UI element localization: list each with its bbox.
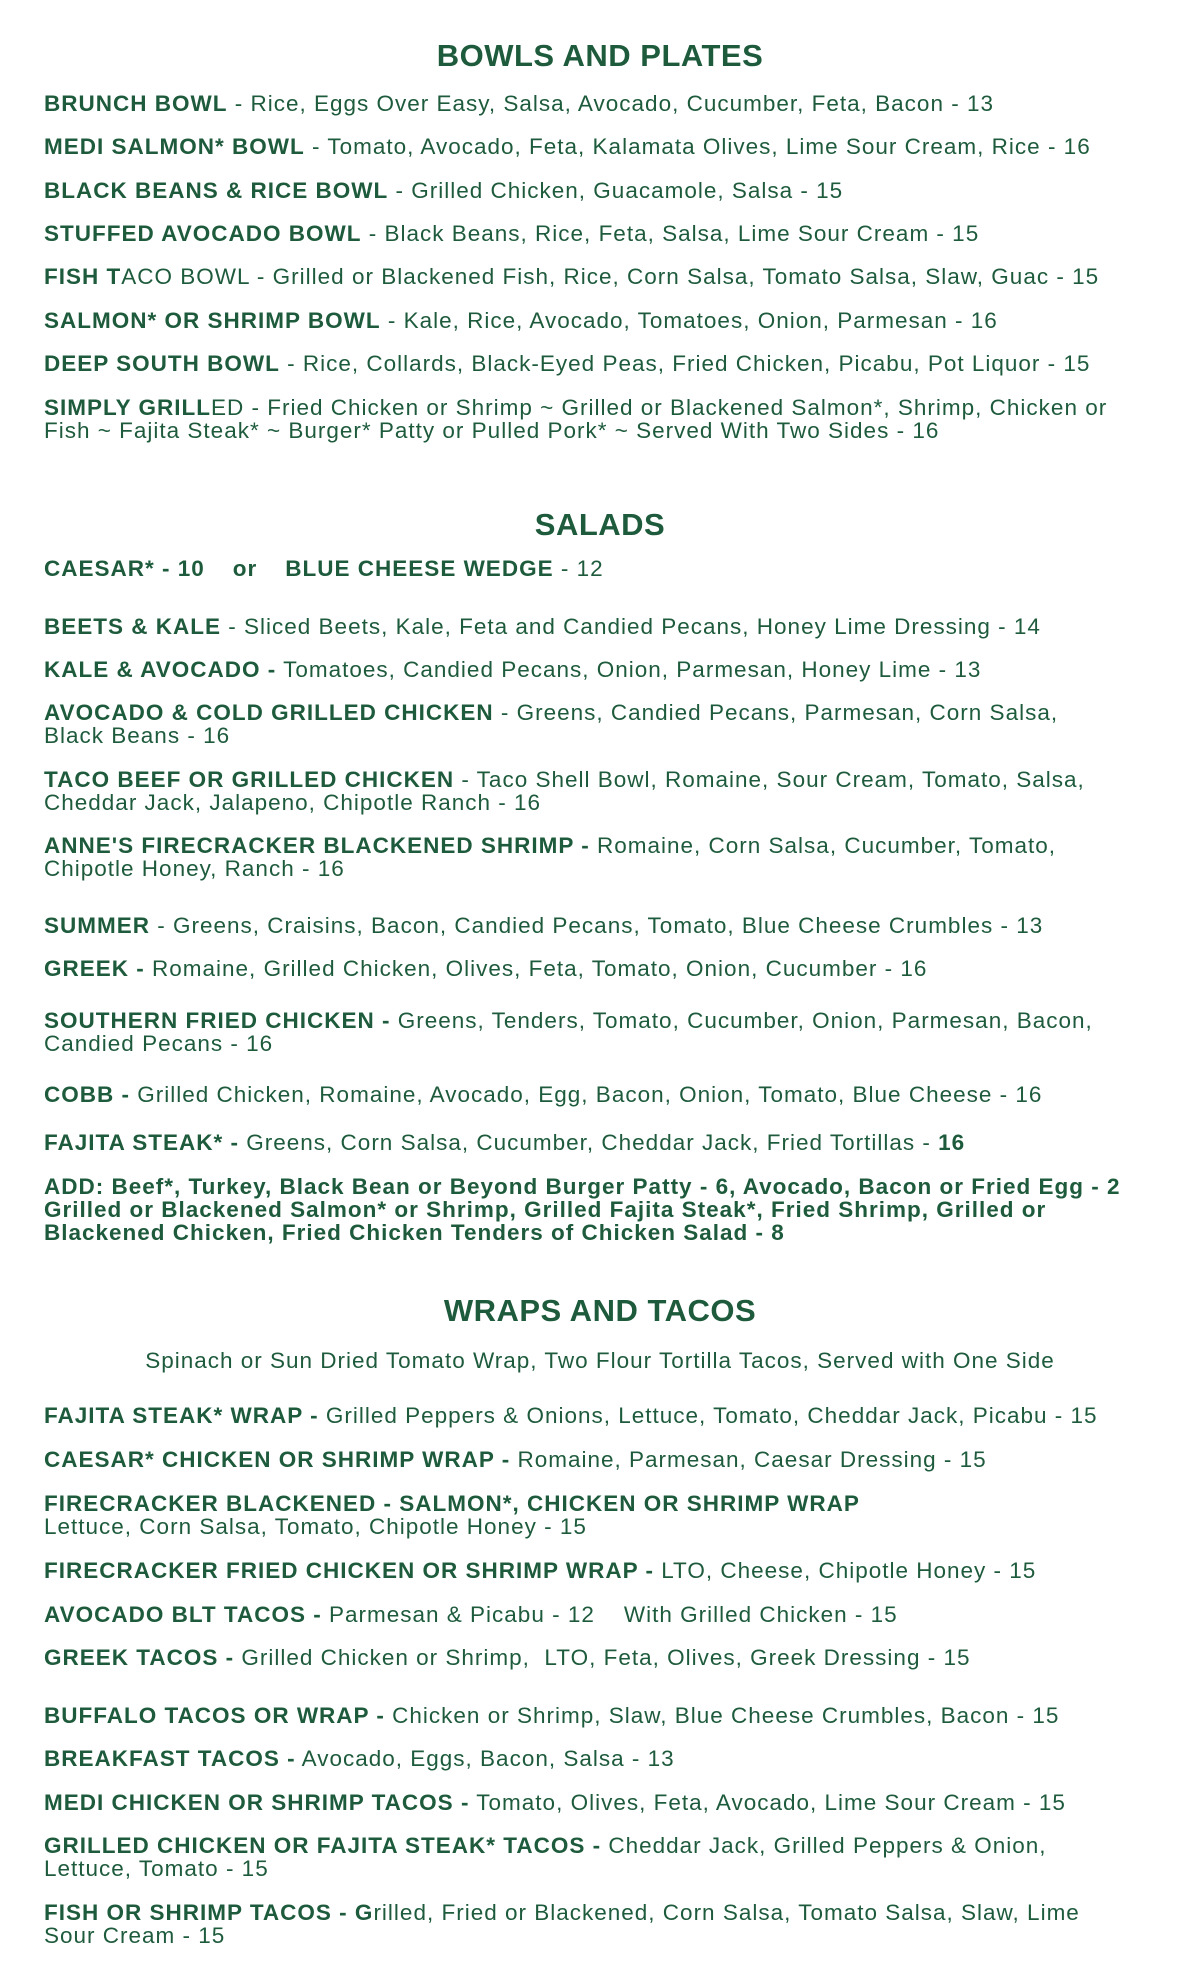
item-name: MEDI SALMON* BOWL xyxy=(44,134,305,159)
item-desc: Avocado, Eggs, Bacon, Salsa - 13 xyxy=(295,1746,675,1771)
item-desc: Chicken or Shrimp, Slaw, Blue Cheese Crumbles, Bacon - 15 xyxy=(384,1703,1060,1728)
item-desc: rilled, Fried or Blackened, Corn Salsa, Tomato Salsa, Slaw, Lime xyxy=(373,1900,1080,1925)
item-desc: Grilled Chicken, Romaine, Avocado, Egg, Bacon, Onion, Tomato, Blue Cheese - 16 xyxy=(130,1082,1043,1107)
menu-item-black-beans-rice-bowl xyxy=(44,179,1174,202)
or-label: or xyxy=(232,556,258,581)
item-name: BUFFALO TACOS OR WRAP - xyxy=(44,1703,385,1728)
item-desc: - Black Beans, Rice, Feta, Salsa, Lime Sour Cream - 15 xyxy=(361,221,980,246)
menu-item-firecracker-blackened-wrap xyxy=(44,1492,1174,1538)
menu-item-avocado-blt-tacos xyxy=(44,1603,1174,1626)
item-name: SIMPLY GRILL xyxy=(44,395,212,420)
item-name: STUFFED AVOCADO BOWL xyxy=(44,221,362,246)
menu-item-deep-south-bowl xyxy=(44,352,1174,375)
item-name: GRILLED CHICKEN OR FAJITA STEAK* TACOS - xyxy=(44,1833,602,1858)
item-desc: Tomatoes, Candied Pecans, Onion, Parmesan, Honey Lime - 13 xyxy=(276,657,982,682)
menu-item-buffalo-tacos xyxy=(44,1704,1174,1727)
item-name: FISH T xyxy=(44,264,122,289)
item-name: FIRECRACKER BLACKENED - SALMON*, CHICKEN OR SHRIMP WRAP xyxy=(44,1491,860,1516)
item-desc: - Sliced Beets, Kale, Feta and Candied Pecans, Honey Lime Dressing - 14 xyxy=(221,614,1041,639)
item-desc: Romaine, Corn Salsa, Cucumber, Tomato, xyxy=(589,833,1056,858)
menu-item-beets-kale xyxy=(44,615,1174,638)
salad-add-ons xyxy=(44,1175,1174,1244)
item-name: SOUTHERN FRIED CHICKEN - xyxy=(44,1008,391,1033)
item-desc: ED - Fried Chicken or Shrimp ~ Grilled or Blackened Salmon*, Shrimp, Chicken or xyxy=(211,395,1108,420)
item-name: BEETS & KALE xyxy=(44,614,222,639)
menu-item-caesar-wedge xyxy=(44,557,1174,580)
section-title-salads: SALADS xyxy=(534,507,666,542)
item-name: MEDI CHICKEN OR SHRIMP TACOS - xyxy=(44,1790,470,1815)
menu-item-caesar-wrap xyxy=(44,1448,1174,1471)
add-on-line2: Grilled or Blackened Salmon* or Shrimp, Grilled Fajita Steak*, Fried Shrimp, Grilled or xyxy=(44,1197,1047,1222)
menu-item-simply-grilled xyxy=(44,396,1174,442)
item-desc-line2: Chipotle Honey, Ranch - 16 xyxy=(44,856,345,881)
item-name: ANNE'S FIRECRACKER BLACKENED SHRIMP - xyxy=(44,833,590,858)
add-on-line1: ADD: Beef*, Turkey, Black Bean or Beyond Burger Patty - 6, Avocado, Bacon or Fried Egg - 2 xyxy=(44,1174,1121,1199)
item-desc-line2: Black Beans - 16 xyxy=(44,723,231,748)
item-desc: Greens, Corn Salsa, Cucumber, Cheddar Jack, Fried Tortillas - xyxy=(239,1130,939,1155)
item-name: FISH OR SHRIMP TACOS - G xyxy=(44,1900,374,1925)
item-desc-line2: Fish ~ Fajita Steak* ~ Burger* Patty or Pulled Pork* ~ Served With Two Sides - 16 xyxy=(44,418,940,443)
item-name: SUMMER xyxy=(44,913,150,938)
menu-item-medi-salmon-bowl xyxy=(44,135,1174,158)
item-name: AVOCADO BLT TACOS - xyxy=(44,1602,322,1627)
menu-item-fajita-steak-salad xyxy=(44,1131,1174,1154)
menu-item-summer xyxy=(44,914,1174,937)
menu-item-anne-firecracker xyxy=(44,834,1174,880)
item-desc: - Tomato, Avocado, Feta, Kalamata Olives, Lime Sour Cream, Rice - 16 xyxy=(304,134,1091,159)
item-desc-line2: Candied Pecans - 16 xyxy=(44,1031,274,1056)
item-name: DEEP SOUTH BOWL xyxy=(44,351,280,376)
section-title-bowls: BOWLS AND PLATES xyxy=(436,38,764,73)
item-name: FIRECRACKER FRIED CHICKEN OR SHRIMP WRAP - xyxy=(44,1558,654,1583)
item-desc: - Taco Shell Bowl, Romaine, Sour Cream, Tomato, Salsa, xyxy=(454,767,1085,792)
item-name: BRUNCH BOWL xyxy=(44,91,228,116)
item-desc: - Rice, Collards, Black-Eyed Peas, Fried Chicken, Picabu, Pot Liquor - 15 xyxy=(279,351,1091,376)
item-desc: Tomato, Olives, Feta, Avocado, Lime Sour Cream - 15 xyxy=(469,1790,1066,1815)
menu-item-stuffed-avocado-bowl xyxy=(44,222,1174,245)
menu-item-medi-tacos xyxy=(44,1791,1174,1814)
menu-item-fajita-steak-wrap xyxy=(44,1404,1174,1427)
item-desc: - Kale, Rice, Avocado, Tomatoes, Onion, Parmesan - 16 xyxy=(380,308,998,333)
section-title-wraps: WRAPS AND TACOS xyxy=(443,1293,757,1328)
item-name: KALE & AVOCADO - xyxy=(44,657,277,682)
item-desc-line2: Cheddar Jack, Jalapeno, Chipotle Ranch - 16 xyxy=(44,790,542,815)
item-desc: LTO, Cheese, Chipotle Honey - 15 xyxy=(653,1558,1037,1583)
item-name: FAJITA STEAK* WRAP - xyxy=(44,1403,319,1428)
menu-item-salmon-shrimp-bowl xyxy=(44,309,1174,332)
item-name-caesar: CAESAR* - 10 xyxy=(44,556,205,581)
item-desc: Grilled Peppers & Onions, Lettuce, Tomato, Cheddar Jack, Picabu - 15 xyxy=(318,1403,1098,1428)
menu-item-firecracker-fried-wrap xyxy=(44,1559,1174,1582)
item-name: FAJITA STEAK* - xyxy=(44,1130,240,1155)
item-desc: Cheddar Jack, Grilled Peppers & Onion, xyxy=(601,1833,1047,1858)
menu-item-taco-beef xyxy=(44,768,1174,814)
item-price: - 12 xyxy=(553,556,604,581)
item-name: COBB - xyxy=(44,1082,130,1107)
item-desc: - Rice, Eggs Over Easy, Salsa, Avocado, Cucumber, Feta, Bacon - 13 xyxy=(227,91,994,116)
item-name: TACO BEEF OR GRILLED CHICKEN xyxy=(44,767,455,792)
item-desc: Grilled Chicken or Shrimp, LTO, Feta, Olives, Greek Dressing - 15 xyxy=(234,1645,971,1670)
item-desc-line2: Lettuce, Tomato - 15 xyxy=(44,1856,269,1881)
item-desc-line2: Sour Cream - 15 xyxy=(44,1923,226,1948)
menu-item-avocado-cold-grilled-chicken xyxy=(44,701,1174,747)
item-desc: Romaine, Parmesan, Caesar Dressing - 15 xyxy=(510,1447,987,1472)
menu-item-greek xyxy=(44,957,1174,980)
menu-item-grilled-chicken-fajita-tacos xyxy=(44,1834,1174,1880)
menu-item-cobb xyxy=(44,1083,1174,1106)
item-desc: - Greens, Candied Pecans, Parmesan, Corn Salsa, xyxy=(493,700,1059,725)
item-name: CAESAR* CHICKEN OR SHRIMP WRAP - xyxy=(44,1447,511,1472)
item-name: SALMON* OR SHRIMP BOWL xyxy=(44,308,381,333)
menu-item-kale-avocado xyxy=(44,658,1174,681)
item-desc: - Greens, Craisins, Bacon, Candied Pecans, Tomato, Blue Cheese Crumbles - 13 xyxy=(150,913,1044,938)
menu-item-brunch-bowl xyxy=(44,92,1174,115)
section-subtitle-wraps: Spinach or Sun Dried Tomato Wrap, Two Flour Tortilla Tacos, Served with One Side xyxy=(145,1348,1055,1373)
item-desc: ACO BOWL - Grilled or Blackened Fish, Rice, Corn Salsa, Tomato Salsa, Slaw, Guac - 15 xyxy=(121,264,1100,289)
menu-item-fish-taco-bowl xyxy=(44,265,1174,288)
menu-item-southern-fried-chicken xyxy=(44,1009,1174,1055)
item-name: AVOCADO & COLD GRILLED CHICKEN xyxy=(44,700,494,725)
item-price: 16 xyxy=(938,1130,966,1155)
item-desc: Greens, Tenders, Tomato, Cucumber, Onion, Parmesan, Bacon, xyxy=(390,1008,1093,1033)
item-name: BREAKFAST TACOS - xyxy=(44,1746,296,1771)
item-name: BLACK BEANS & RICE BOWL xyxy=(44,178,389,203)
menu-item-greek-tacos xyxy=(44,1646,1174,1669)
menu-item-fish-shrimp-tacos xyxy=(44,1901,1174,1947)
item-desc: Romaine, Grilled Chicken, Olives, Feta, Tomato, Onion, Cucumber - 16 xyxy=(144,956,928,981)
menu-item-breakfast-tacos xyxy=(44,1747,1174,1770)
item-desc: Parmesan & Picabu - 12 With Grilled Chicken - 15 xyxy=(321,1602,898,1627)
item-name: GREEK - xyxy=(44,956,145,981)
add-on-line3: Blackened Chicken, Fried Chicken Tenders of Chicken Salad - 8 xyxy=(44,1220,785,1245)
item-name-wedge: BLUE CHEESE WEDGE xyxy=(285,556,554,581)
item-name: GREEK TACOS - xyxy=(44,1645,235,1670)
item-desc: - Grilled Chicken, Guacamole, Salsa - 15 xyxy=(388,178,844,203)
item-desc-line2: Lettuce, Corn Salsa, Tomato, Chipotle Honey - 15 xyxy=(44,1514,587,1539)
